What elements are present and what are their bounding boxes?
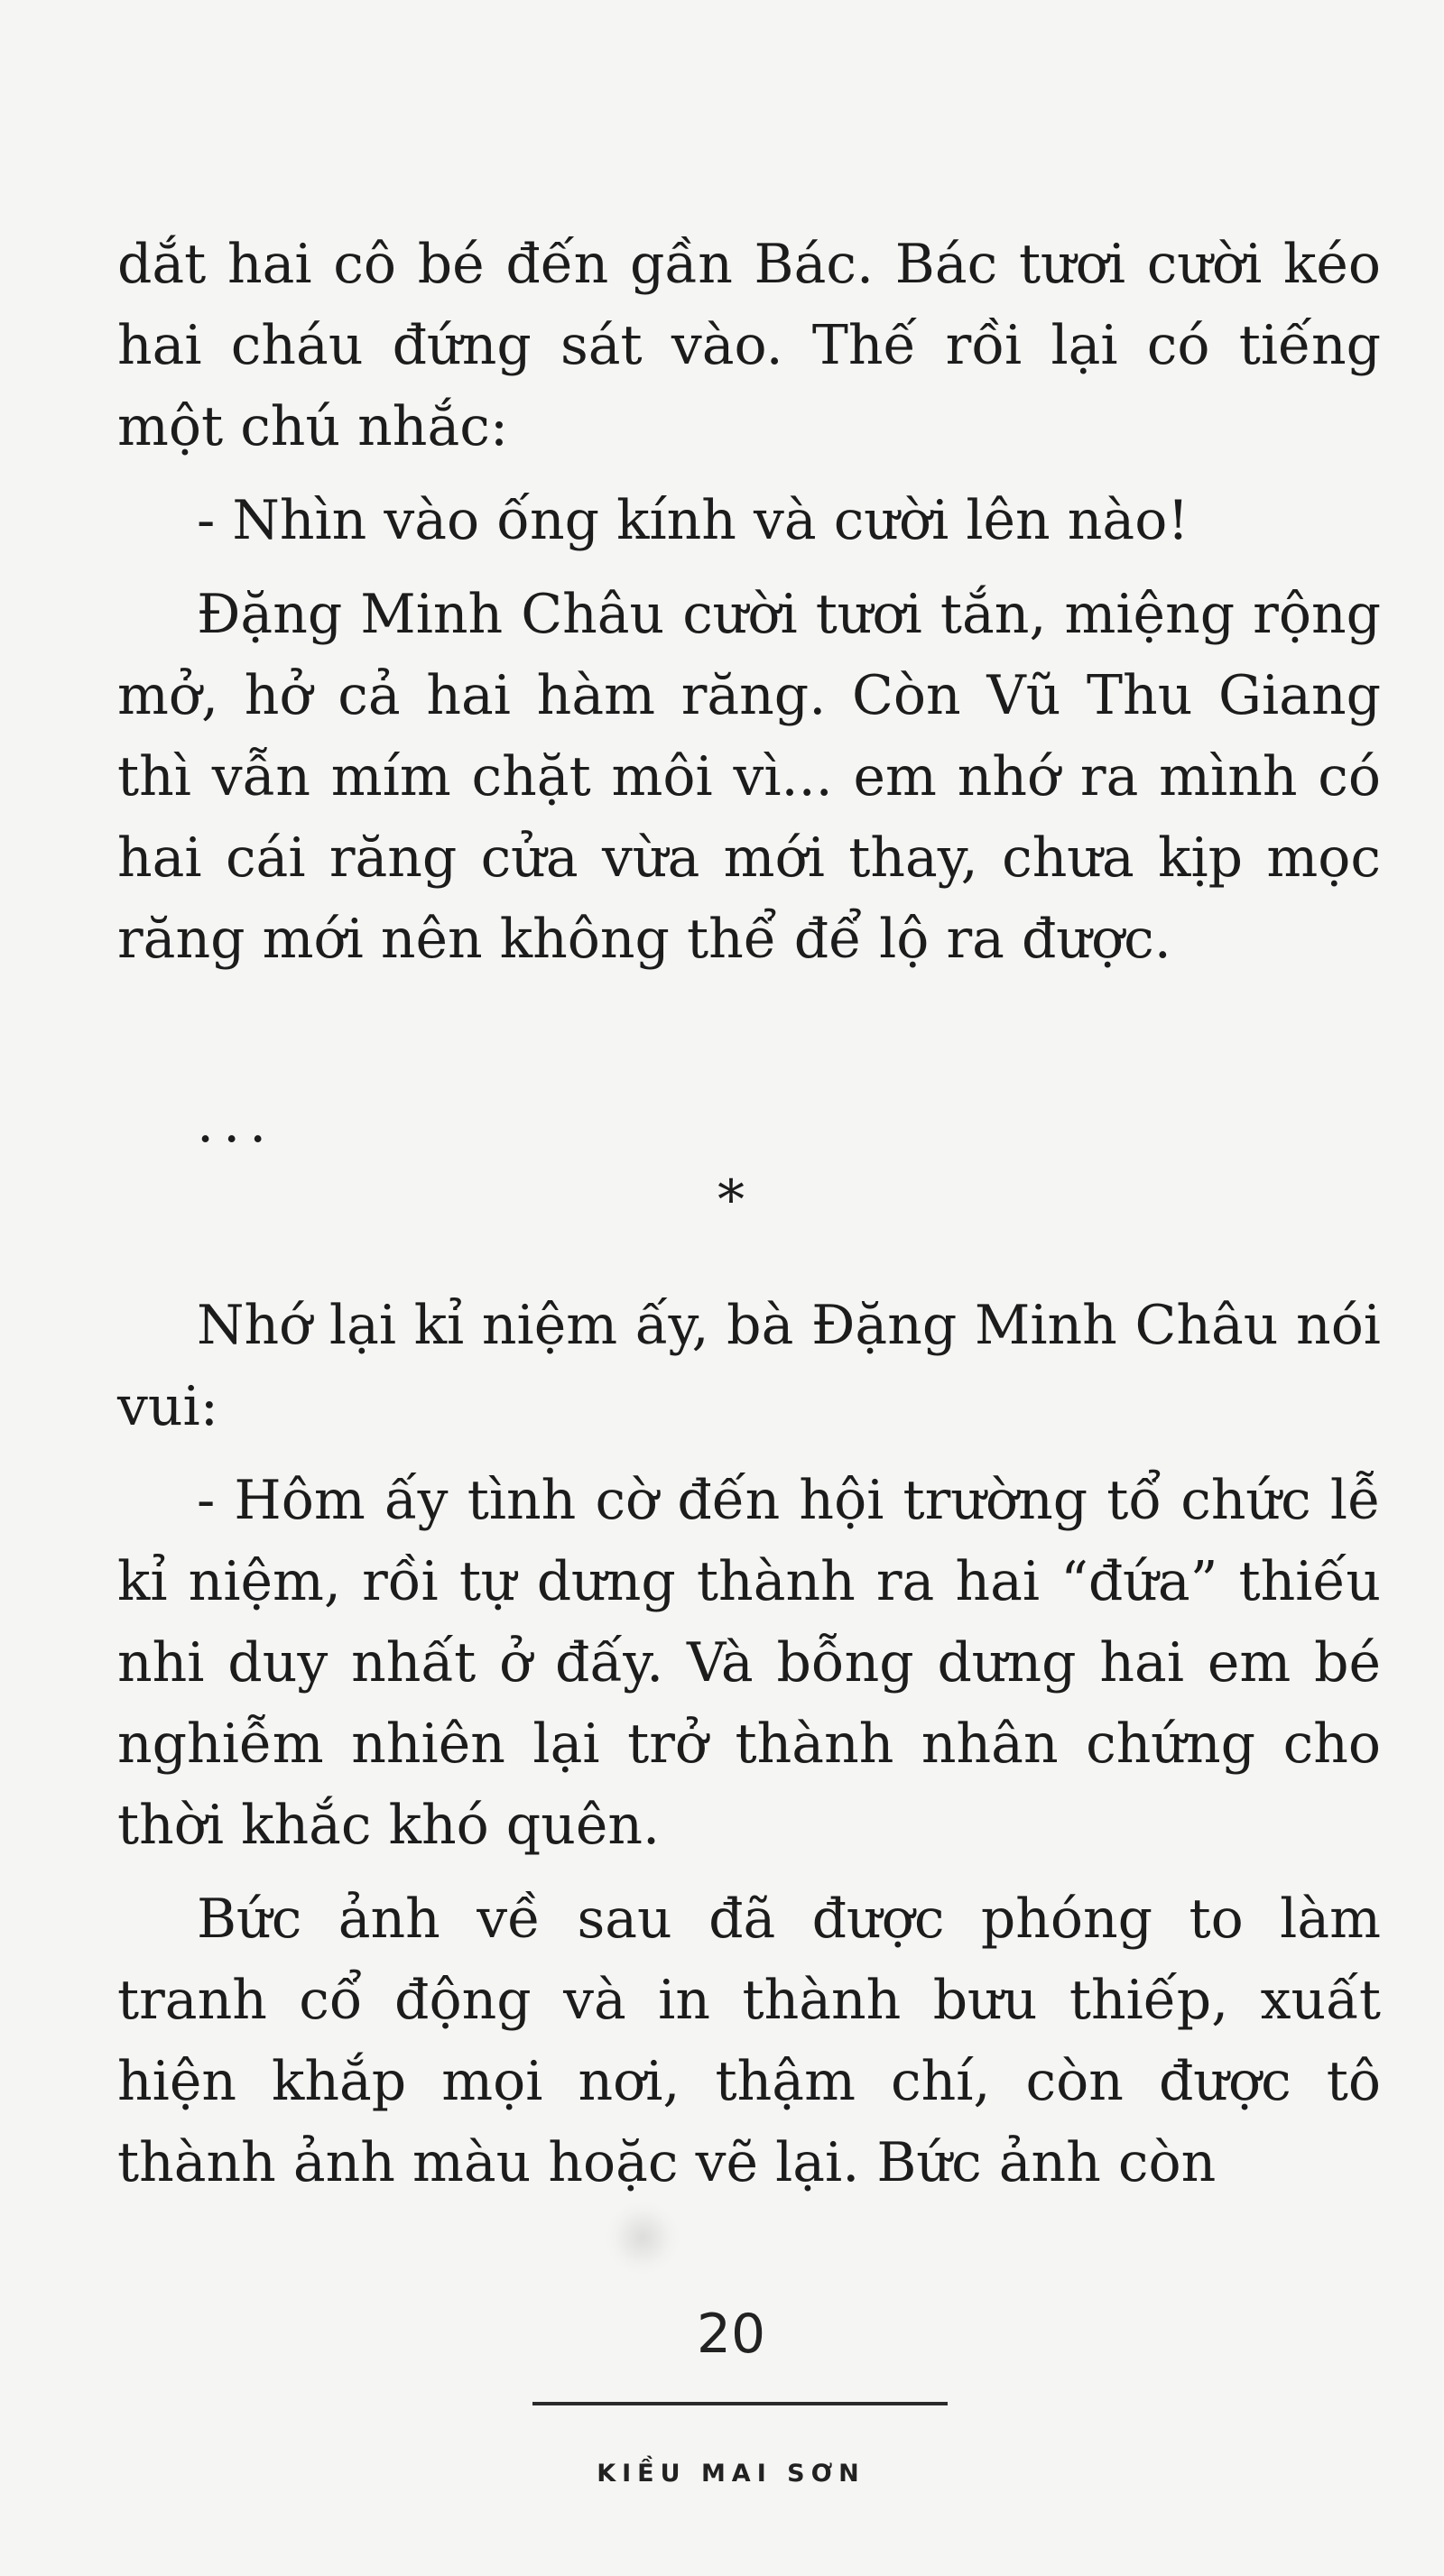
ellipsis-mark: ...: [197, 1092, 276, 1155]
author-name: KIỀU MAI SƠN: [597, 2460, 865, 2488]
paragraph-5-dialogue: - Hôm ấy tình cờ đến hội trường tổ chức lễ kỉ niệm, rồi tự dưng thành ra hai “đứa” thiếu nhi duy nhất ở đấy. Và bỗng dưng hai em bé nghiễm nhiên lại trở thành nhân chứng cho thời khắc khó quên.: [117, 1469, 1381, 1857]
section-2-text: [117, 1285, 1381, 2203]
page-number: 20: [696, 2303, 766, 2366]
section-separator: *: [717, 1168, 745, 1232]
paragraph-3: Đặng Minh Châu cười tươi tắn, miệng rộng mở, hở cả hai hàm răng. Còn Vũ Thu Giang thì vẫn mím chặt môi vì... em nhớ ra mình có hai cái răng cửa vừa mới thay, chưa kịp mọc răng mới nên không thể để lộ ra được.: [117, 583, 1381, 971]
paragraph-1: dắt hai cô bé đến gần Bác. Bác tươi cười kéo hai cháu đứng sát vào. Thế rồi lại có tiếng một chú nhắc:: [117, 233, 1381, 458]
paragraph-6: Bức ảnh về sau đã được phóng to làm tranh cổ động và in thành bưu thiếp, xuất hiện khắp mọi nơi, thậm chí, còn được tô thành ảnh màu hoặc vẽ lại. Bức ảnh còn: [117, 1888, 1381, 2194]
paragraph-2-dialogue: - Nhìn vào ống kính và cười lên nào!: [197, 489, 1189, 552]
footer-rule: [532, 2402, 948, 2405]
ink-smudge: [606, 2202, 679, 2274]
section-1-text: [117, 224, 1381, 980]
paragraph-4: Nhớ lại kỉ niệm ấy, bà Đặng Minh Châu nói vui:: [117, 1294, 1381, 1438]
